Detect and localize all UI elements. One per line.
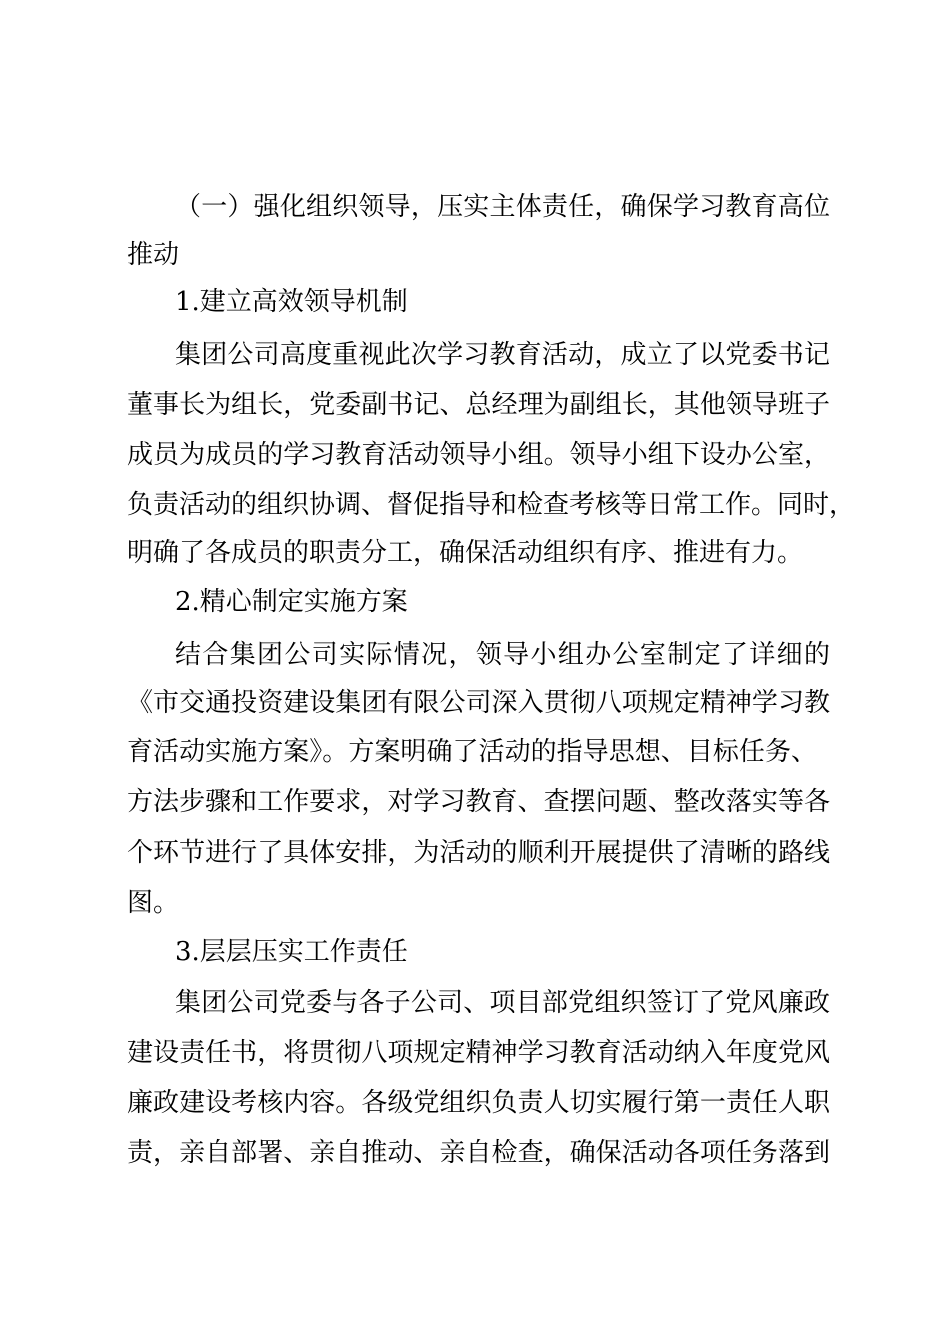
paragraph-line: 结合集团公司实际情况，领导小组办公室制定了详细的 (175, 640, 830, 670)
paragraph-line: 建设责任书，将贯彻八项规定精神学习教育活动纳入年度党风 (127, 1038, 830, 1068)
section-heading-line: （一）强化组织领导，压实主体责任，确保学习教育高位 (175, 192, 830, 222)
paragraph-line: 董事长为组长，党委副书记、总经理为副组长，其他领导班子 (127, 390, 830, 420)
paragraph-line: 集团公司高度重视此次学习教育活动，成立了以党委书记 (175, 340, 830, 370)
paragraph-line: 集团公司党委与各子公司、项目部党组织签订了党风廉政 (175, 988, 830, 1018)
item-heading: 2.精心制定实施方案 (175, 587, 408, 617)
paragraph-line: 负责活动的组织协调、督促指导和检查考核等日常工作。同时， (127, 490, 856, 520)
item-heading: 3.层层压实工作责任 (175, 937, 408, 967)
paragraph-line: 责，亲自部署、亲自推动、亲自检查，确保活动各项任务落到 (127, 1138, 830, 1168)
paragraph-line: 明确了各成员的职责分工，确保活动组织有序、推进有力。 (127, 538, 804, 568)
paragraph-line: 方法步骤和工作要求，对学习教育、查摆问题、整改落实等各 (127, 787, 830, 817)
paragraph-line: 《市交通投资建设集团有限公司深入贯彻八项规定精神学习教 (127, 688, 830, 718)
paragraph-line: 个环节进行了具体安排，为活动的顺利开展提供了清晰的路线 (127, 838, 830, 868)
paragraph-line: 育活动实施方案》。方案明确了活动的指导思想、目标任务、 (127, 737, 817, 767)
paragraph-line: 廉政建设考核内容。各级党组织负责人切实履行第一责任人职 (127, 1088, 830, 1118)
item-heading: 1.建立高效领导机制 (175, 287, 408, 317)
paragraph-line: 成员为成员的学习教育活动领导小组。领导小组下设办公室， (127, 440, 830, 470)
paragraph-line: 图。 (127, 888, 180, 918)
section-heading-line: 推动 (127, 240, 180, 270)
